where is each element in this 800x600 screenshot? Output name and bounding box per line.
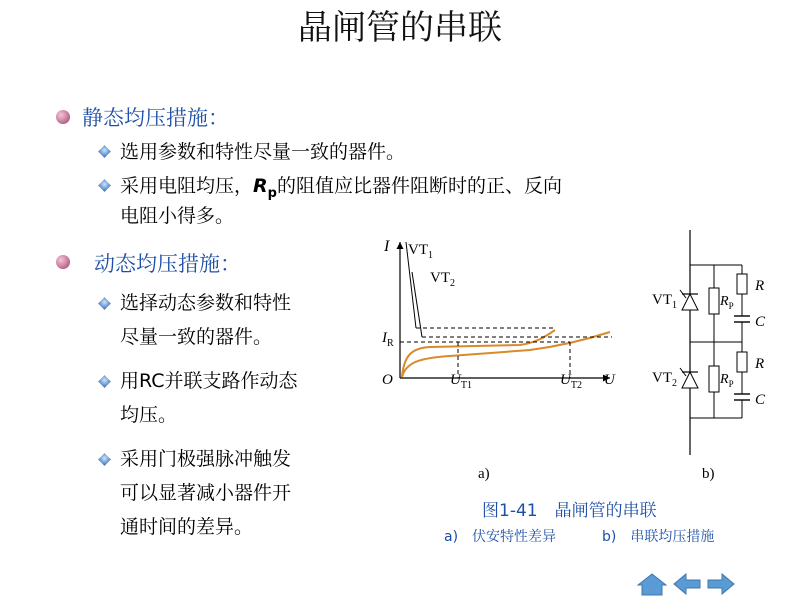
- static-item-2-line2: 电阻小得多。: [120, 205, 235, 227]
- figure-caption: 图1-41 晶闸管的串联: [482, 501, 657, 521]
- item-bullet-icon: [98, 297, 111, 310]
- figure-sub-b: b) 串联均压措施: [602, 529, 715, 545]
- dynamic-item-2-line1: 用RC并联支路作动态: [120, 370, 298, 392]
- dynamic-item-1-line1: 选择动态参数和特性: [120, 292, 292, 314]
- rp-symbol: R: [253, 175, 268, 197]
- next-arrow-icon[interactable]: [706, 572, 736, 596]
- origin-label: O: [382, 372, 393, 388]
- prev-arrow-icon[interactable]: [672, 572, 702, 596]
- rp-subscript: p: [267, 185, 277, 201]
- circuit-r2-label: R: [755, 356, 765, 372]
- ut2-label: $U_{T2}$: [560, 372, 582, 391]
- circuit-c1-label: C: [755, 314, 766, 330]
- item-bullet-icon: [98, 179, 111, 192]
- circuit-vt1-label: $VT_1$: [652, 292, 677, 311]
- circuit-r1-label: R: [755, 278, 765, 294]
- section-bullet-icon: [56, 255, 70, 269]
- item-bullet-icon: [98, 145, 111, 158]
- home-icon[interactable]: [636, 572, 668, 596]
- figure-sub-a: a) 伏安特性差异: [444, 529, 557, 545]
- dynamic-item-2-line2: 均压。: [120, 404, 178, 426]
- dynamic-item-3-line2: 可以显著减小器件开: [120, 482, 292, 504]
- dynamic-heading: 动态均压措施：: [94, 252, 241, 276]
- dynamic-item-3-line1: 采用门极强脉冲触发: [120, 448, 292, 470]
- dynamic-item-3-line3: 通时间的差异。: [120, 516, 254, 538]
- vt2-curve: [402, 332, 610, 377]
- section-bullet-icon: [56, 110, 70, 124]
- item-bullet-icon: [98, 453, 111, 466]
- vt1-thyristor-icon: [680, 290, 698, 310]
- item-bullet-icon: [98, 375, 111, 388]
- dynamic-item-1-line2: 尽量一致的器件。: [120, 326, 273, 348]
- series-circuit: [640, 230, 770, 460]
- circuit-vt2-label: $VT_2$: [652, 370, 677, 389]
- graph-a-label: a): [478, 466, 490, 482]
- circuit-b-label: b): [702, 466, 715, 482]
- static-heading: 静态均压措施：: [82, 106, 229, 130]
- x-axis-label: U: [604, 372, 615, 388]
- static-item-2-post: 的阻值应比器件阻断时的正、反向: [276, 175, 562, 197]
- r1-resistor: [737, 274, 747, 294]
- static-item-1: 选用参数和特性尽量一致的器件。: [120, 141, 406, 163]
- ut1-label: $U_{T1}$: [450, 372, 472, 391]
- static-item-2-pre: 采用电阻均压，: [120, 175, 254, 197]
- graph-vt2-label: $VT_2$: [430, 270, 455, 289]
- graph-vt1-label: $VT_1$: [408, 242, 433, 261]
- circuit-rp1-label: $R_P$: [720, 294, 734, 311]
- ir-label: $I_R$: [382, 330, 394, 349]
- r2-resistor: [737, 352, 747, 372]
- y-axis-label: I: [384, 238, 390, 255]
- page-title: 晶闸管的串联: [298, 8, 502, 48]
- rp2-resistor: [709, 366, 719, 392]
- circuit-rp2-label: $R_P$: [720, 372, 734, 389]
- vt2-thyristor-icon: [680, 368, 698, 388]
- circuit-c2-label: C: [755, 392, 766, 408]
- rp1-resistor: [709, 288, 719, 314]
